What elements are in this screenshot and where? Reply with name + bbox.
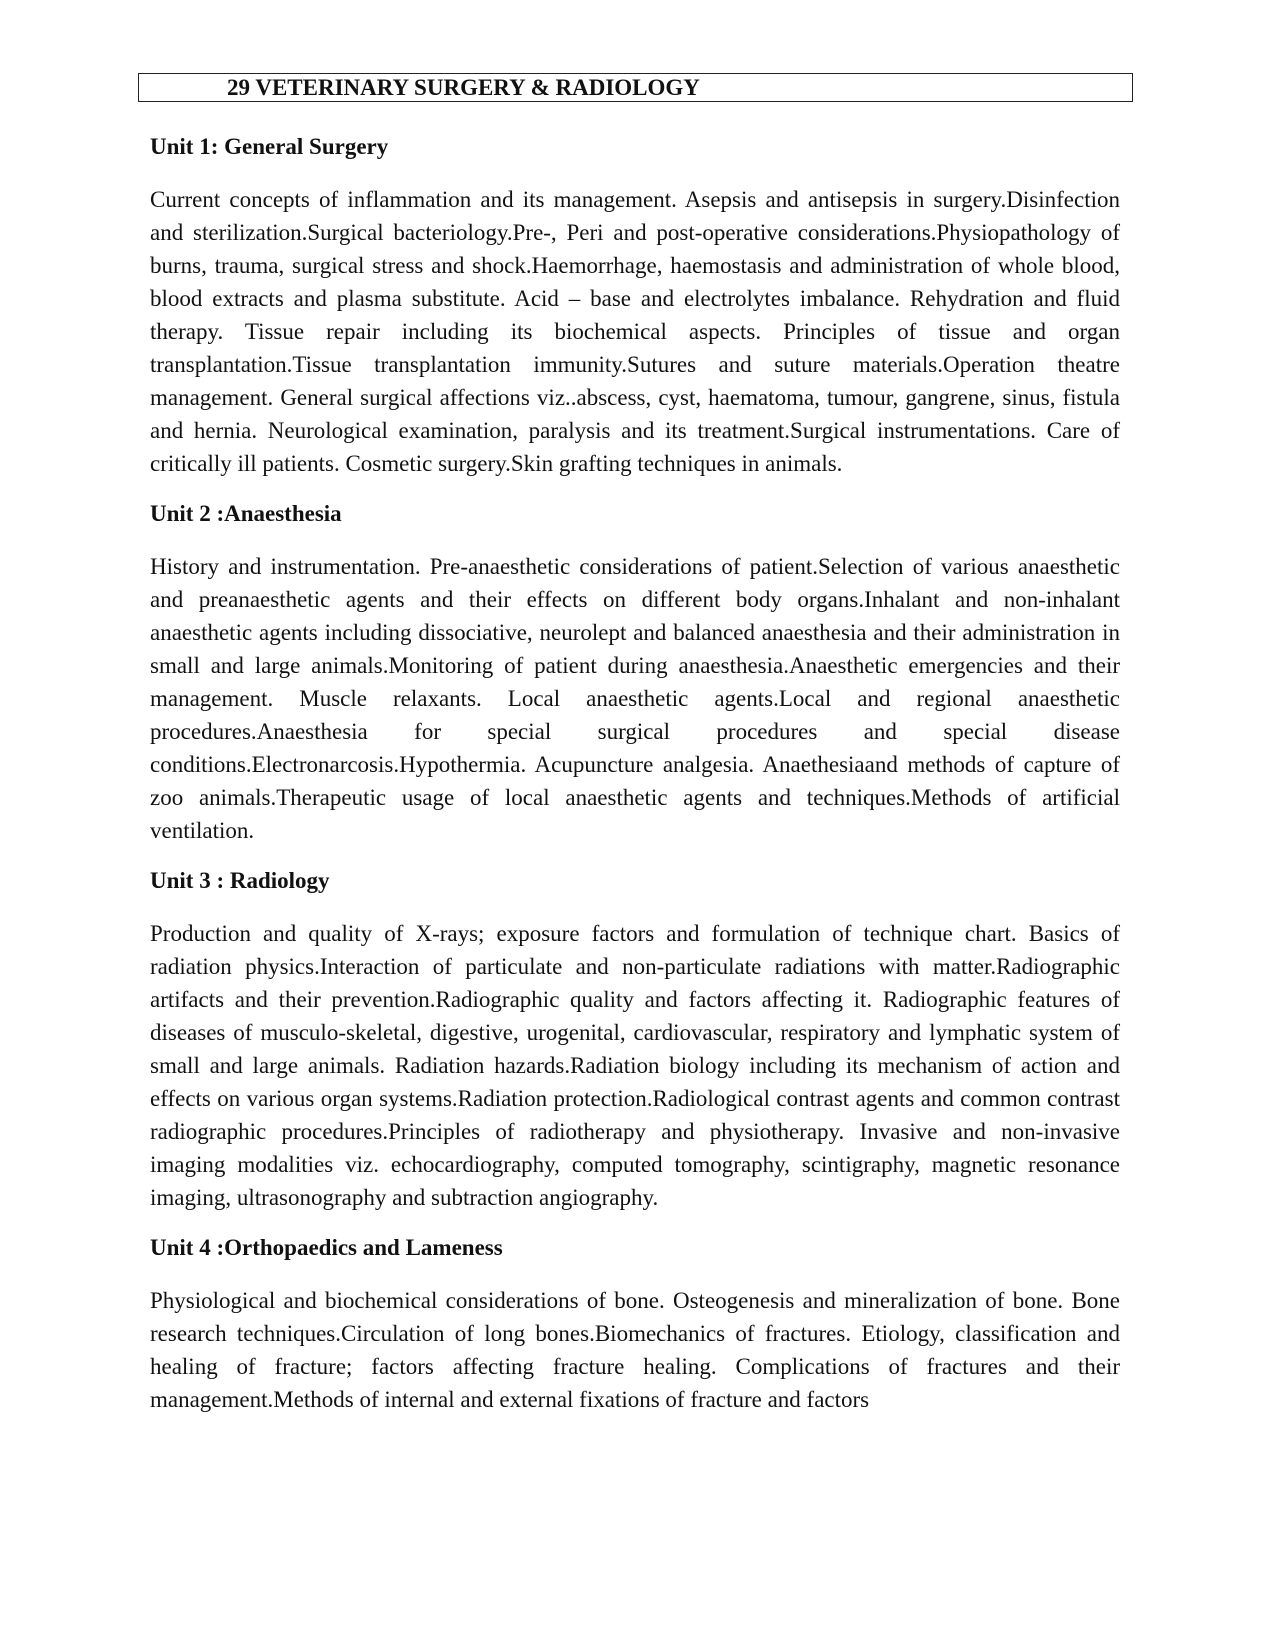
unit-1-section (150, 131, 1120, 480)
unit-3-body: Production and quality of X-rays; exposure factors and formulation of technique chart. Basics of radiation physics.Interaction of particulate and non-particulate radiations with matter.Radiographic artifacts and their prevention.Radiographic quality and factors affecting it. Radiographic features of diseases of musculo-skeletal, digestive, urogenital, cardiovascular, respiratory and lymphatic system of small and large animals. Radiation hazards.Radiation biology including its mechanism of action and effects on various organ systems.Radiation protection.Radiological contrast agents and common contrast radiographic procedures.Principles of radiotherapy and physiotherapy. Invasive and non-invasive imaging modalities viz. echocardiography, computed tomography, scintigraphy, magnetic resonance imaging, ultrasonography and subtraction angiography. (150, 921, 1120, 1210)
unit-4-section (150, 1232, 1120, 1416)
unit-2-body: History and instrumentation. Pre-anaesthetic considerations of patient.Selection of various anaesthetic and preanaesthetic agents and their effects on different body organs.Inhalant and non-inhalant anaesthetic agents including dissociative, neurolept and balanced anaesthesia and their administration in small and large animals.Monitoring of patient during anaesthesia.Anaesthetic emergencies and their management. Muscle relaxants. Local anaesthetic agents.Local and regional anaesthetic procedures.Anaesthesia for special surgical procedures and special disease conditions.Electronarcosis.Hypothermia. Acupuncture analgesia. Anaethesiaand methods of capture of zoo animals.Therapeutic usage of local anaesthetic agents and techniques.Methods of artificial ventilation. (150, 554, 1120, 843)
page-title: 29 VETERINARY SURGERY & RADIOLOGY (227, 75, 700, 100)
unit-1-body: Current concepts of inflammation and its management. Asepsis and antisepsis in surgery.Disinfection and sterilization.Surgical bacteriology.Pre-, Peri and post-operative considerations.Physiopathology of burns, trauma, surgical stress and shock.Haemorrhage, haemostasis and administration of whole blood, blood extracts and plasma substitute. Acid – base and electrolytes imbalance. Rehydration and fluid therapy. Tissue repair including its biochemical aspects. Principles of tissue and organ transplantation.Tissue transplantation immunity.Sutures and suture materials.Operation theatre management. General surgical affections viz..abscess, cyst, haematoma, tumour, gangrene, sinus, fistula and hernia. Neurological examination, paralysis and its treatment.Surgical instrumentations. Care of critically ill patients. Cosmetic surgery.Skin grafting techniques in animals. (150, 187, 1120, 476)
unit-2-heading: Unit 2 :Anaesthesia (150, 501, 342, 526)
unit-4-body: Physiological and biochemical considerations of bone. Osteogenesis and mineralization of bone. Bone research techniques.Circulation of long bones.Biomechanics of fractures. Etiology, classification and healing of fracture; factors affecting fracture healing. Complications of fractures and their management.Methods of internal and external fixations of fracture and factors (150, 1288, 1120, 1412)
document-content (150, 131, 1120, 1434)
unit-1-heading: Unit 1: General Surgery (150, 134, 389, 159)
unit-4-heading: Unit 4 :Orthopaedics and Lameness (150, 1235, 503, 1260)
unit-2-section (150, 498, 1120, 847)
title-box (138, 73, 1133, 102)
unit-3-heading: Unit 3 : Radiology (150, 868, 330, 893)
unit-3-section (150, 865, 1120, 1214)
